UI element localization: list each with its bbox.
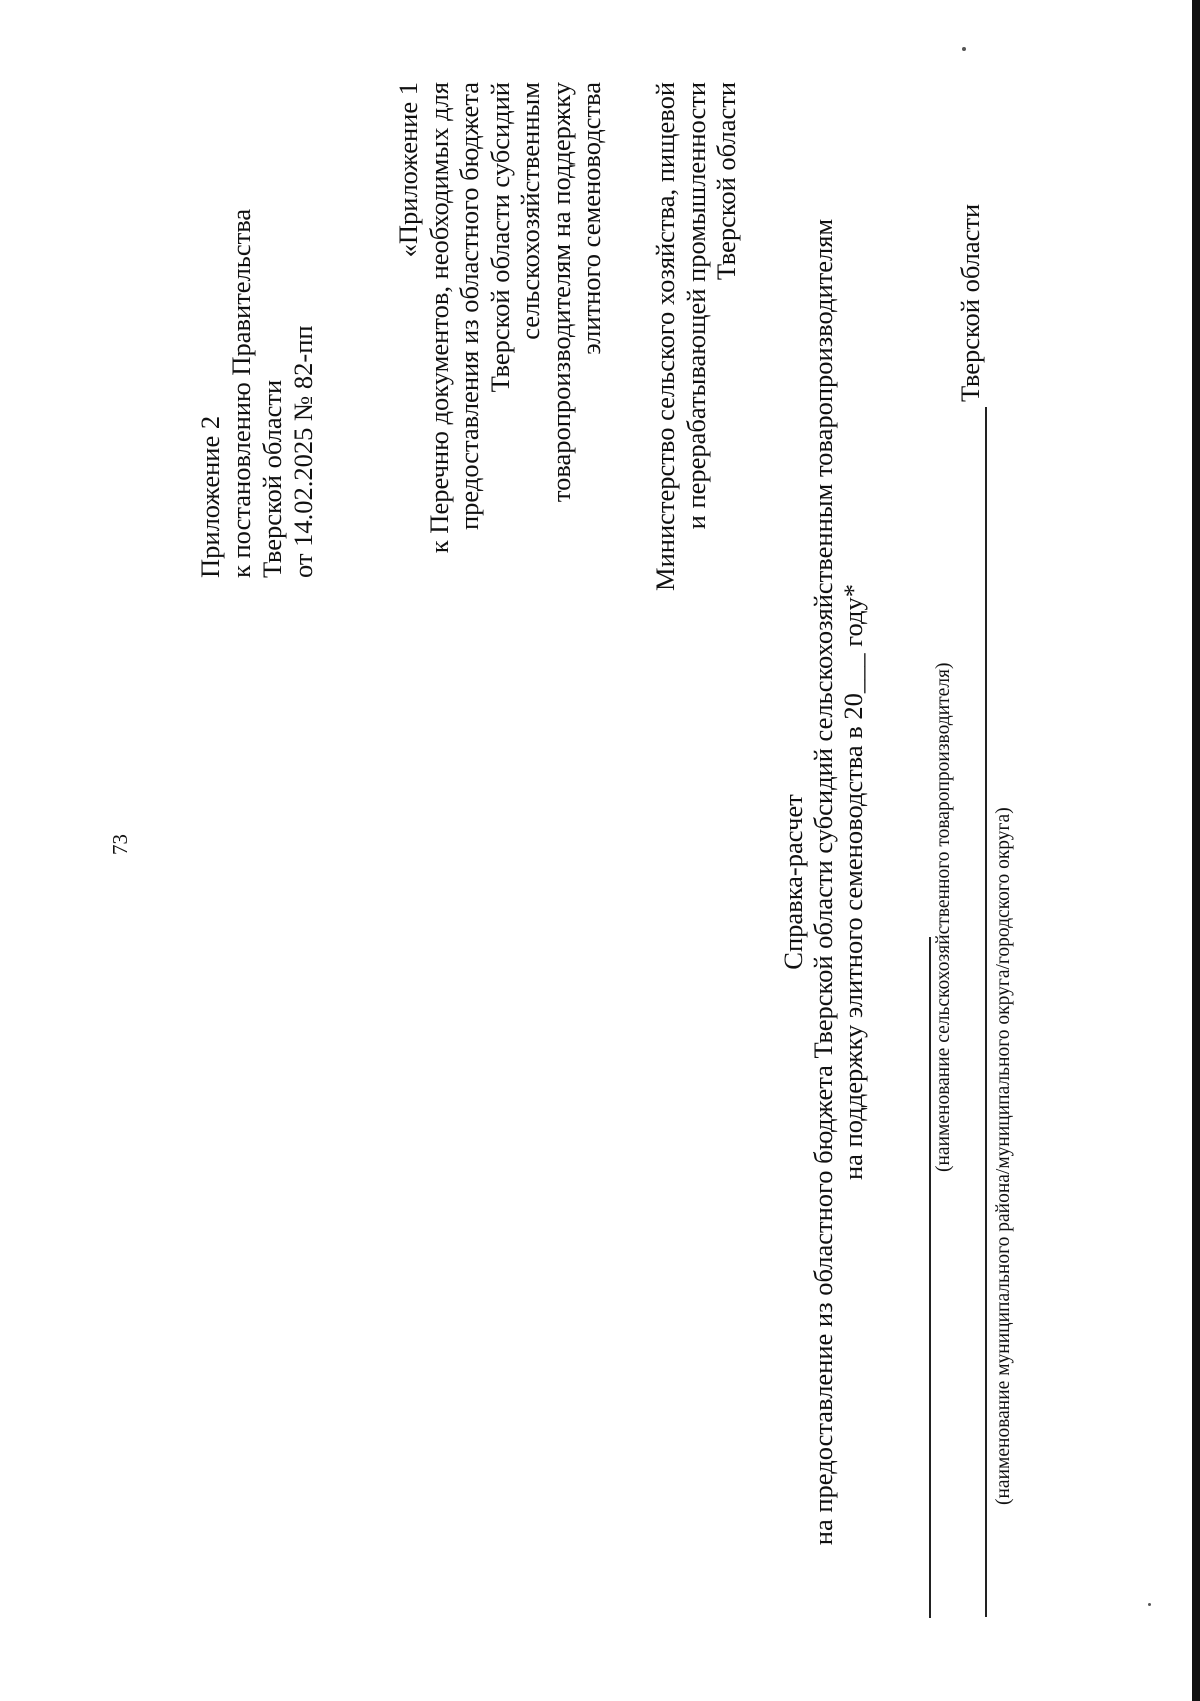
appendix-header-line: Приложение 2 — [195, 415, 225, 578]
appendix-header-line: к постановлению Правительства — [226, 208, 256, 578]
ministry-line: и перерабатывающей промышленности — [680, 82, 711, 530]
ministry-line: Министерство сельского хозяйства, пищевой — [650, 82, 680, 591]
appendix-header-line: от 14.02.2025 № 82-пп — [288, 325, 318, 578]
appendix-reference-line: «Приложение 1 — [393, 82, 423, 258]
appendix-reference-line: товаропроизводителям на поддержку — [545, 82, 576, 503]
appendix-header-line: Тверской области — [257, 379, 287, 578]
district-name-caption: (наименование муниципального района/муниципального округа/городского округа) — [993, 807, 1014, 1505]
district-suffix: Тверской области — [955, 203, 985, 402]
producer-name-field-line — [929, 1617, 931, 1618]
producer-name-caption: (наименование сельскохозяйственного товаропроизводителя) — [933, 662, 954, 1172]
document-title — [778, 102, 868, 1662]
appendix-reference-line: предоставления из областного бюджета — [454, 82, 484, 530]
ministry-line: Тверской области — [711, 82, 741, 281]
ministry-addressee — [650, 82, 742, 657]
producer-name-field[interactable] — [929, 937, 931, 1617]
district-name-field[interactable] — [985, 407, 987, 1617]
page-number: 73 — [108, 834, 132, 855]
appendix-reference — [393, 82, 607, 657]
appendix-reference-line: сельскохозяйственным — [515, 82, 545, 340]
title-heading: Справка-расчет — [778, 794, 808, 970]
title-line: на предоставление из областного бюджета Тверской области субсидий сельскохозяйственным товаропроизводителям — [808, 218, 838, 1546]
appendix-reference-line: к Перечню документов, необходимых для — [423, 82, 454, 554]
appendix-header — [195, 209, 319, 578]
scan-edge-right — [1192, 0, 1200, 1701]
appendix-reference-line: Тверской области субсидий — [484, 82, 515, 393]
scan-speck — [962, 47, 966, 51]
title-line: на поддержку элитного семеноводства в 20___ году* — [838, 584, 868, 1180]
scan-speck — [1148, 1603, 1151, 1606]
appendix-reference-line: элитного семеноводства — [576, 82, 606, 355]
